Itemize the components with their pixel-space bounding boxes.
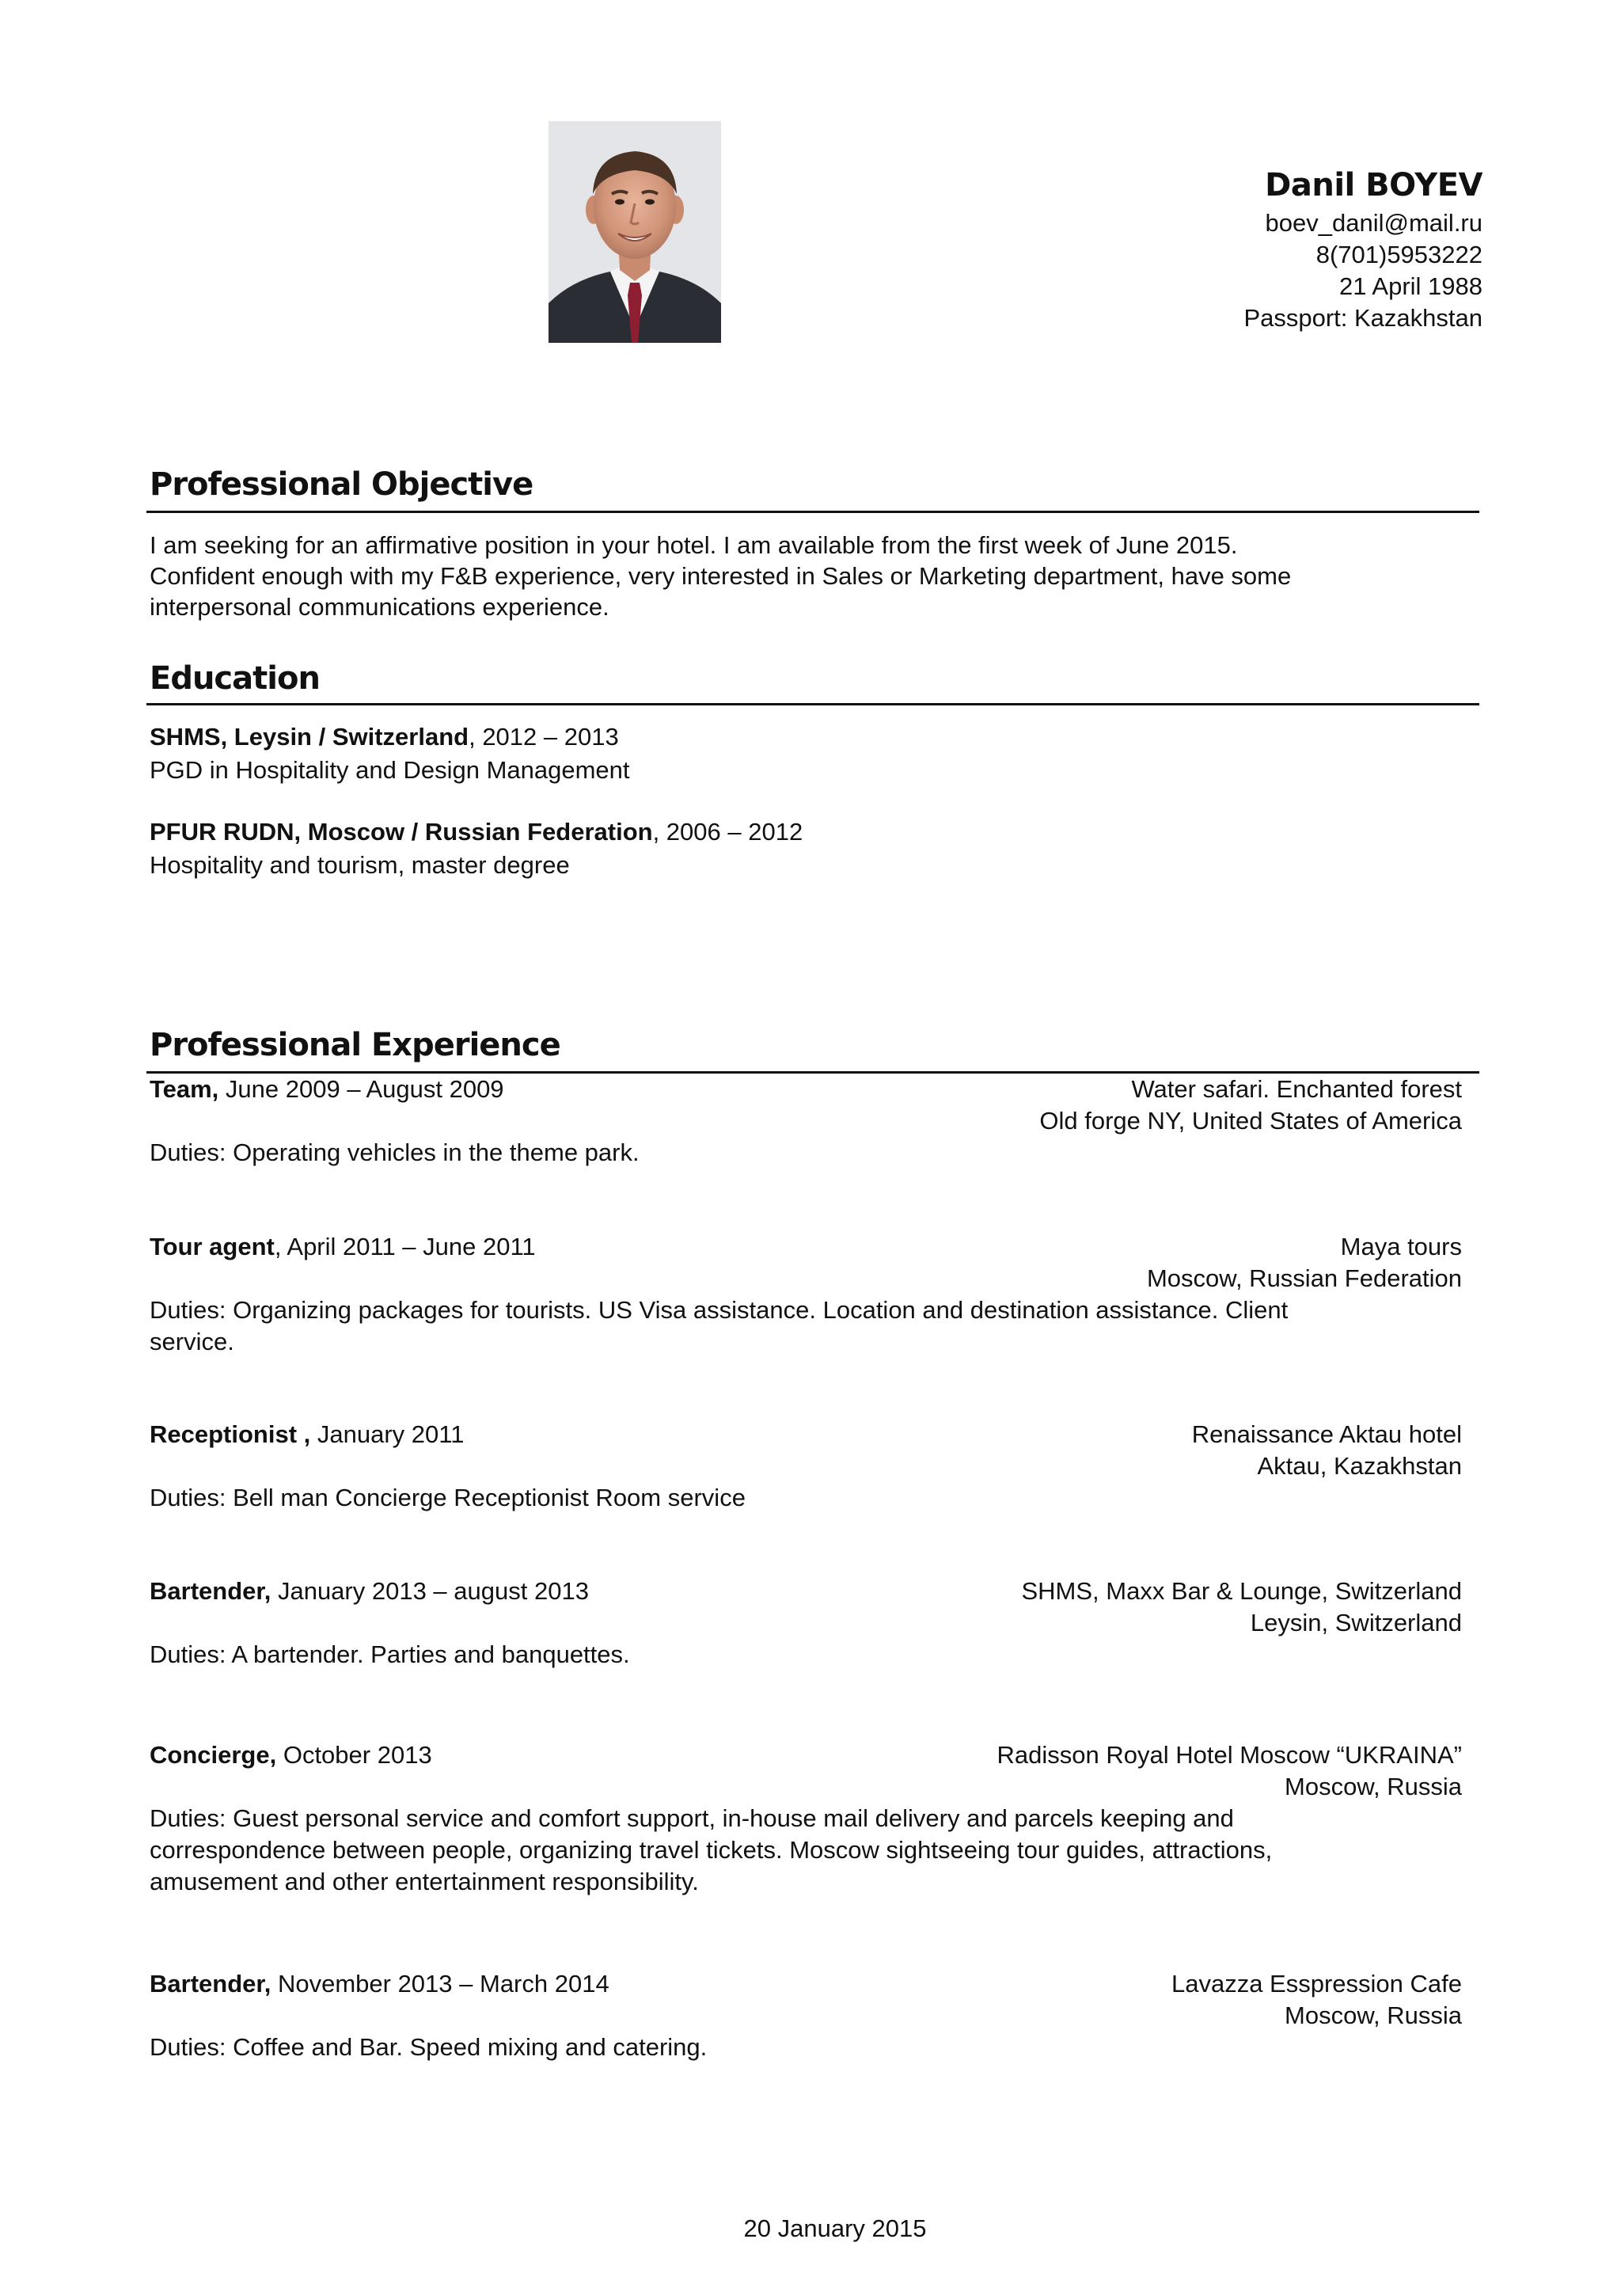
job-location: Moscow, Russian Federation xyxy=(1146,1264,1462,1292)
objective-section-title: Professional Objective xyxy=(150,466,533,503)
experience-entry xyxy=(150,1968,1462,2063)
document-date: 20 January 2015 xyxy=(743,2214,927,2242)
job-role: Tour agent xyxy=(150,1233,275,1260)
portrait-image xyxy=(549,121,721,343)
job-employer: Renaissance Aktau hotel xyxy=(1191,1420,1462,1448)
job-location: Leysin, Switzerland xyxy=(1250,1609,1462,1636)
candidate-name: Danil BOYEV xyxy=(1265,167,1482,203)
job-role: Bartender, xyxy=(150,1577,271,1605)
education-divider xyxy=(146,703,1479,705)
experience-entry xyxy=(150,1231,1462,1358)
job-period: June 2009 – August 2009 xyxy=(218,1075,504,1103)
education-years: , 2012 – 2013 xyxy=(469,723,619,751)
education-degree: PGD in Hospitality and Design Management xyxy=(150,756,630,784)
experience-entry xyxy=(150,1576,1462,1671)
contact-header xyxy=(1243,163,1482,334)
job-duties: Duties: Operating vehicles in the theme park. xyxy=(150,1138,640,1166)
job-period: , April 2011 – June 2011 xyxy=(274,1233,536,1260)
objective-text xyxy=(150,530,1463,622)
birth-date: 21 April 1988 xyxy=(1339,272,1482,300)
job-role: Concierge, xyxy=(150,1741,277,1769)
education-school: PFUR RUDN, Moscow / Russian Federation xyxy=(150,818,653,846)
education-entry xyxy=(150,815,803,882)
job-location: Moscow, Russia xyxy=(1285,1773,1462,1800)
education-section-title: Education xyxy=(150,660,320,697)
phone-number: 8(701)5953222 xyxy=(1315,241,1482,268)
job-duties: Duties: Organizing packages for tourists. US Visa assistance. Location and destination assistance. Client xyxy=(150,1296,1289,1324)
job-duties: Duties: A bartender. Parties and banquettes. xyxy=(150,1640,630,1668)
job-duties: Duties: Guest personal service and comfort support, in-house mail delivery and parcels keeping and xyxy=(150,1804,1234,1832)
education-years: , 2006 – 2012 xyxy=(652,818,803,846)
profile-photo xyxy=(549,121,721,343)
passport-info: Passport: Kazakhstan xyxy=(1243,304,1482,332)
experience-section-title: Professional Experience xyxy=(150,1027,560,1063)
objective-line: Confident enough with my F&B experience, very interested in Sales or Marketing department, have some xyxy=(150,562,1292,590)
job-employer: SHMS, Maxx Bar & Lounge, Switzerland xyxy=(1021,1577,1462,1605)
job-duties: service. xyxy=(150,1328,234,1355)
job-location: Aktau, Kazakhstan xyxy=(1257,1452,1462,1480)
job-employer: Radisson Royal Hotel Moscow “UKRAINA” xyxy=(997,1741,1462,1769)
experience-entry xyxy=(150,1739,1462,1898)
objective-line: I am seeking for an affirmative position in your hotel. I am available from the first week of June 2015. xyxy=(150,531,1238,559)
email-address: boev_danil@mail.ru xyxy=(1265,209,1482,237)
objective-divider xyxy=(146,511,1479,513)
job-role: Team, xyxy=(150,1075,219,1103)
job-location: Moscow, Russia xyxy=(1285,2001,1462,2029)
experience-entry xyxy=(150,1074,1462,1169)
job-period: October 2013 xyxy=(276,1741,432,1769)
job-employer: Water safari. Enchanted forest xyxy=(1131,1075,1462,1103)
job-duties: Duties: Coffee and Bar. Speed mixing and catering. xyxy=(150,2033,708,2061)
job-duties: amusement and other entertainment responsibility. xyxy=(150,1868,699,1895)
education-degree: Hospitality and tourism, master degree xyxy=(150,851,570,879)
education-school: SHMS, Leysin / Switzerland xyxy=(150,723,469,751)
job-duties: Duties: Bell man Concierge Receptionist Room service xyxy=(150,1484,746,1511)
job-period: January 2013 – august 2013 xyxy=(271,1577,589,1605)
job-role: Bartender, xyxy=(150,1970,271,1998)
job-role: Receptionist , xyxy=(150,1420,311,1448)
job-employer: Maya tours xyxy=(1340,1233,1462,1260)
objective-line: interpersonal communications experience. xyxy=(150,593,609,621)
job-employer: Lavazza Esspression Cafe xyxy=(1171,1970,1462,1998)
job-period: January 2011 xyxy=(310,1420,465,1448)
job-period: November 2013 – March 2014 xyxy=(271,1970,609,1998)
job-location: Old forge NY, United States of America xyxy=(1039,1107,1462,1135)
job-duties: correspondence between people, organizing travel tickets. Moscow sightseeing tour guides, attractions, xyxy=(150,1836,1273,1864)
education-entry xyxy=(150,720,630,787)
experience-entry xyxy=(150,1419,1462,1514)
